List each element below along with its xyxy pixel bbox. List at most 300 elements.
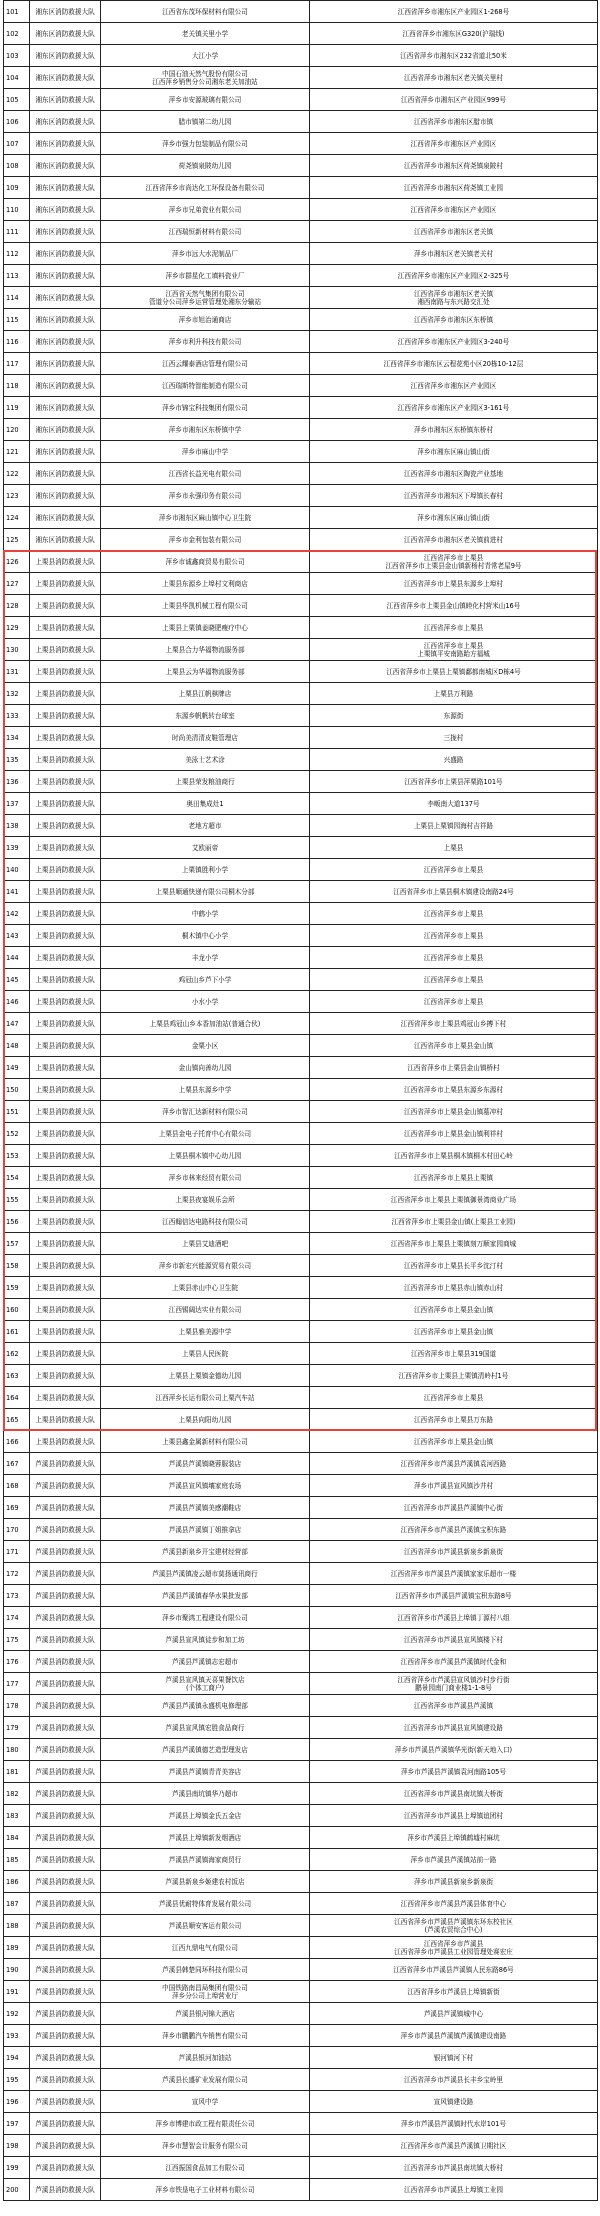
row-name: 上栗县江帆棋牌店	[101, 683, 310, 705]
row-unit: 上栗县消防救援大队	[30, 1101, 101, 1123]
row-unit: 芦溪县消防救援大队	[30, 1717, 101, 1739]
row-name: 芦溪县长盛矿业发展有限公司	[101, 2069, 310, 2091]
table-row	[4, 441, 598, 463]
table-row	[4, 617, 598, 639]
table-row	[4, 1101, 598, 1123]
row-name: 萍乡市博建市政工程有限责任公司	[101, 2113, 310, 2135]
row-unit: 上栗县消防救援大队	[30, 1277, 101, 1299]
table-row	[4, 155, 598, 177]
table-row	[4, 1519, 598, 1541]
row-name: 芦溪县芦溪镇美感潮鞋店	[101, 1497, 310, 1519]
row-name: 老地方超市	[101, 815, 310, 837]
table-row	[4, 1717, 598, 1739]
row-address: 东源街	[310, 705, 598, 727]
row-name: 腊市镇第二幼儿园	[101, 111, 310, 133]
row-address: 江西省萍乡市湘东区老关镇	[310, 221, 598, 243]
row-unit: 上栗县消防救援大队	[30, 1431, 101, 1453]
row-unit: 芦溪县消防救援大队	[30, 1541, 101, 1563]
row-unit: 芦溪县消防救援大队	[30, 2091, 101, 2113]
row-address: 江西省萍乡市芦溪县芦溪县体育中心	[310, 1893, 598, 1915]
table-row	[4, 2047, 598, 2069]
row-address: 江西省萍乡市湘东区荷尧镇泉陂村	[310, 155, 598, 177]
row-address: 江西省萍乡市芦溪县南坑镇大桥街	[310, 1783, 598, 1805]
row-unit: 上栗县消防救援大队	[30, 683, 101, 705]
row-unit: 上栗县消防救援大队	[30, 1123, 101, 1145]
table-row	[4, 1915, 598, 1937]
row-number: 143	[4, 925, 30, 947]
table-row	[4, 1013, 598, 1035]
row-unit: 芦溪县消防救援大队	[30, 2025, 101, 2047]
row-unit: 上栗县消防救援大队	[30, 573, 101, 595]
table-row	[4, 463, 598, 485]
row-address: 江西省萍乡市湘东区老关镇关里村	[310, 67, 598, 89]
row-name: 上栗县华凯机械工程有限公司	[101, 595, 310, 617]
row-unit: 湘东区消防救援大队	[30, 89, 101, 111]
table-row	[4, 1783, 598, 1805]
row-unit: 湘东区消防救援大队	[30, 507, 101, 529]
table-row	[4, 353, 598, 375]
row-name: 小水小学	[101, 991, 310, 1013]
row-name: 萍乡市远大水泥制品厂	[101, 243, 310, 265]
table-row	[4, 793, 598, 815]
row-name: 中国铁路南昌局集团有限公司 萍乡分公司上埠营业厅	[101, 1981, 310, 2003]
row-name: 萍乡市新宏兴能源贸易有限公司	[101, 1255, 310, 1277]
row-address: 江西省萍乡市芦溪县新泉乡新泉街	[310, 1541, 598, 1563]
row-number: 165	[4, 1409, 30, 1431]
row-address: 江西省萍乡市上栗县金山镇(上栗县工业园)	[310, 1211, 598, 1233]
row-address: 江西省萍乡市湘东区G320(沪瑞线)	[310, 23, 598, 45]
row-address: 江西省萍乡市芦溪县芦溪镇东环东校社区 (芦溪农贸综合中心)	[310, 1915, 598, 1937]
row-unit: 芦溪县消防救援大队	[30, 1893, 101, 1915]
row-number: 170	[4, 1519, 30, 1541]
table-row	[4, 1145, 598, 1167]
table-row	[4, 1, 598, 23]
table-row	[4, 1629, 598, 1651]
row-unit: 上栗县消防救援大队	[30, 1211, 101, 1233]
table-row	[4, 661, 598, 683]
row-number: 120	[4, 419, 30, 441]
row-unit: 湘东区消防救援大队	[30, 397, 101, 419]
row-name: 芦溪县南坑镇华乃超市	[101, 1783, 310, 1805]
row-unit: 上栗县消防救援大队	[30, 1057, 101, 1079]
row-unit: 上栗县消防救援大队	[30, 1299, 101, 1321]
table-row	[4, 947, 598, 969]
row-address: 兴盛路	[310, 749, 598, 771]
table-row	[4, 925, 598, 947]
row-address: 江西省萍乡市湘东区云程花苑小区20栋10-12层	[310, 353, 598, 375]
row-address: 江西省萍乡市上栗县 上栗镇平安南路跆方福城	[310, 639, 598, 661]
row-number: 166	[4, 1431, 30, 1453]
row-number: 193	[4, 2025, 30, 2047]
row-number: 146	[4, 991, 30, 1013]
table-row	[4, 111, 598, 133]
table-row	[4, 2003, 598, 2025]
row-unit: 上栗县消防救援大队	[30, 947, 101, 969]
fire-inspection-table	[3, 0, 598, 2201]
row-unit: 芦溪县消防救援大队	[30, 1959, 101, 1981]
row-unit: 湘东区消防救援大队	[30, 177, 101, 199]
row-address: 江西省萍乡市上栗县桐木镇桐木村田心岭	[310, 1145, 598, 1167]
table-row	[4, 507, 598, 529]
row-number: 130	[4, 639, 30, 661]
row-address: 江西省萍乡市芦溪县宣风镇建设路	[310, 1717, 598, 1739]
row-number: 179	[4, 1717, 30, 1739]
row-address: 江西省萍乡市芦溪县宣风镇沙村步行街 鹏景园南门商业楼1-1-8号	[310, 1673, 598, 1695]
table-row	[4, 859, 598, 881]
row-number: 105	[4, 89, 30, 111]
table-row	[4, 1123, 598, 1145]
row-address: 江西省萍乡市湘东区产业园区1-268号	[310, 1, 598, 23]
row-number: 132	[4, 683, 30, 705]
table-row	[4, 815, 598, 837]
row-address: 江西省萍乡市芦溪县芦溪镇卫期社区	[310, 2135, 598, 2157]
row-name: 奥田集成灶1	[101, 793, 310, 815]
row-unit: 上栗县消防救援大队	[30, 837, 101, 859]
row-unit: 上栗县消防救援大队	[30, 771, 101, 793]
row-address: 萍乡市芦溪县芦溪镇芦溪镇建设南路	[310, 2025, 598, 2047]
row-address: 江西省萍乡市湘东区陶瓷产业基地	[310, 463, 598, 485]
row-name: 芦溪县宣风镇天喜果餐饮店 (个体工商户)	[101, 1673, 310, 1695]
row-unit: 湘东区消防救援大队	[30, 111, 101, 133]
row-address: 江西省萍乡市上栗县	[310, 991, 598, 1013]
row-number: 161	[4, 1321, 30, 1343]
row-unit: 湘东区消防救援大队	[30, 309, 101, 331]
row-name: 宣风中学	[101, 2091, 310, 2113]
row-number: 110	[4, 199, 30, 221]
row-address: 萍乡市湘东区麻山镇山街	[310, 441, 598, 463]
row-name: 芦溪县银河加油站	[101, 2047, 310, 2069]
row-number: 180	[4, 1739, 30, 1761]
table-row	[4, 309, 598, 331]
table-row	[4, 2179, 598, 2201]
row-address: 江西省萍乡市湘东区老关镇前进村	[310, 529, 598, 551]
row-number: 196	[4, 2091, 30, 2113]
row-name: 中国石油天然气股份有限公司 江西萍乡销售分公司湘东老关加油站	[101, 67, 310, 89]
row-number: 151	[4, 1101, 30, 1123]
row-number: 164	[4, 1387, 30, 1409]
row-address: 江西省萍乡市上栗县鸡冠山乡搏下村	[310, 1013, 598, 1035]
row-address: 江西省萍乡市芦溪县上埠镇工业园	[310, 2179, 598, 2201]
row-name: 萍乡市湘东区东桥镇中学	[101, 419, 310, 441]
row-number: 177	[4, 1673, 30, 1695]
row-name: 萍乡市智汇达新材料有限公司	[101, 1101, 310, 1123]
table-row	[4, 551, 598, 573]
row-name: 鸡冠山乡芦下小学	[101, 969, 310, 991]
row-unit: 芦溪县消防救援大队	[30, 2157, 101, 2179]
row-unit: 上栗县消防救援大队	[30, 705, 101, 727]
row-number: 194	[4, 2047, 30, 2069]
row-name: 上栗县向阳幼儿园	[101, 1409, 310, 1431]
row-number: 173	[4, 1585, 30, 1607]
row-number: 192	[4, 2003, 30, 2025]
row-name: 芦溪县芦溪镇德艺造型理发店	[101, 1739, 310, 1761]
row-address: 江西省萍乡市上栗县	[310, 903, 598, 925]
row-number: 131	[4, 661, 30, 683]
row-name: 萍乡市永强印务有限公司	[101, 485, 310, 507]
table-row	[4, 1189, 598, 1211]
row-address: 江西省萍乡市芦溪县上埠镇谊团村	[310, 1805, 598, 1827]
row-address: 江西省萍乡市上栗县金山镇	[310, 1321, 598, 1343]
row-number: 123	[4, 485, 30, 507]
row-address: 江西省萍乡市上栗县	[310, 617, 598, 639]
row-unit: 上栗县消防救援大队	[30, 661, 101, 683]
row-number: 185	[4, 1849, 30, 1871]
row-name: 芦溪县芦溪镇丁姐推拿店	[101, 1519, 310, 1541]
row-name: 萍乡市铁垦电子工业材料有限公司	[101, 2179, 310, 2201]
row-number: 153	[4, 1145, 30, 1167]
row-name: 芦溪县芦溪镇青青美容店	[101, 1761, 310, 1783]
row-number: 134	[4, 727, 30, 749]
row-unit: 芦溪县消防救援大队	[30, 1453, 101, 1475]
row-name: 萍乡市麻山中学	[101, 441, 310, 463]
row-name: 芦溪县芦溪镇春华水果批发部	[101, 1585, 310, 1607]
row-address: 芦溪县芦溪镇城中心	[310, 2003, 598, 2025]
table-row	[4, 727, 598, 749]
row-number: 149	[4, 1057, 30, 1079]
row-name: 芦溪县优耐特体育发展有限公司	[101, 1893, 310, 1915]
row-name: 上栗县金电子托育中心有限公司	[101, 1123, 310, 1145]
row-unit: 上栗县消防救援大队	[30, 1013, 101, 1035]
row-address: 萍乡市芦溪县新泉乡新泉街	[310, 1871, 598, 1893]
table-row	[4, 1365, 598, 1387]
row-number: 126	[4, 551, 30, 573]
table-row	[4, 1409, 598, 1431]
table-row	[4, 199, 598, 221]
row-address: 萍乡市湘东区老关镇老关村	[310, 243, 598, 265]
row-name: 上栗县上栗镇姜晓肥瘦疗中心	[101, 617, 310, 639]
row-name: 江西瑞恒新材料有限公司	[101, 221, 310, 243]
row-number: 135	[4, 749, 30, 771]
table-row	[4, 1453, 598, 1475]
row-address: 江西省萍乡市上栗县	[310, 859, 598, 881]
table-row	[4, 23, 598, 45]
row-name: 萍乡市聚鸿工程建设有限公司	[101, 1607, 310, 1629]
table-row	[4, 969, 598, 991]
row-unit: 上栗县消防救援大队	[30, 1321, 101, 1343]
row-name: 中鹤小学	[101, 903, 310, 925]
table-row	[4, 1827, 598, 1849]
table-row	[4, 1387, 598, 1409]
table-row	[4, 1651, 598, 1673]
row-address: 江西省萍乡市芦溪县上埠镇丁源村八组	[310, 1607, 598, 1629]
row-name: 上栗县夜宴娱乐会所	[101, 1189, 310, 1211]
table-row	[4, 705, 598, 727]
row-address: 江西省萍乡市上栗县金山镇桥村	[310, 1057, 598, 1079]
table-row	[4, 67, 598, 89]
row-address: 江西省萍乡市上栗县金山镇睦化村营米山16号	[310, 595, 598, 617]
table-row	[4, 1871, 598, 1893]
table-row	[4, 1849, 598, 1871]
row-unit: 湘东区消防救援大队	[30, 441, 101, 463]
table-row	[4, 1299, 598, 1321]
row-name: 上栗镇胜利小学	[101, 859, 310, 881]
row-address: 萍乡市芦溪县芦溪镇站前一路	[310, 1849, 598, 1871]
row-address: 江西省萍乡市芦溪县芦溪镇时代金和	[310, 1651, 598, 1673]
row-number: 178	[4, 1695, 30, 1717]
table-row	[4, 1805, 598, 1827]
row-number: 136	[4, 771, 30, 793]
row-address: 江西省萍乡市上栗县金山镇利祥村	[310, 1123, 598, 1145]
row-number: 129	[4, 617, 30, 639]
row-name: 江西锡阔达实业有限公司	[101, 1299, 310, 1321]
row-address: 萍乡市湘东区麻山镇山街	[310, 507, 598, 529]
row-address: 江西省萍乡市上栗县桐木镇建设南路24号	[310, 881, 598, 903]
table-row	[4, 771, 598, 793]
row-address: 上栗县	[310, 837, 598, 859]
row-unit: 上栗县消防救援大队	[30, 925, 101, 947]
row-unit: 芦溪县消防救援大队	[30, 1827, 101, 1849]
row-name: 江西振国食品加工有限公司	[101, 2157, 310, 2179]
row-name: 上栗县雅美源中学	[101, 1321, 310, 1343]
row-unit: 芦溪县消防救援大队	[30, 1519, 101, 1541]
table-row	[4, 2025, 598, 2047]
row-number: 106	[4, 111, 30, 133]
row-name: 芦溪县宣风镇徒步和加工坊	[101, 1629, 310, 1651]
row-unit: 湘东区消防救援大队	[30, 199, 101, 221]
row-address: 江西省萍乡市湘东区产业园区3-240号	[310, 331, 598, 353]
row-address: 江西省萍乡市上栗县上栗镇刻万顺家园商城	[310, 1233, 598, 1255]
row-number: 109	[4, 177, 30, 199]
table-row	[4, 1981, 598, 2003]
table-row	[4, 485, 598, 507]
row-name: 上栗县合力华福物流服务部	[101, 639, 310, 661]
table-row	[4, 2091, 598, 2113]
row-address: 江西省萍乡市上栗县	[310, 947, 598, 969]
row-name: 上栗县艾迪酒吧	[101, 1233, 310, 1255]
table-row	[4, 1893, 598, 1915]
row-unit: 芦溪县消防救援大队	[30, 1981, 101, 2003]
row-number: 157	[4, 1233, 30, 1255]
row-address: 江西省萍乡市芦溪县长丰乡宝岭里	[310, 2069, 598, 2091]
row-name: 东源乡帆帆转台球室	[101, 705, 310, 727]
row-unit: 湘东区消防救援大队	[30, 221, 101, 243]
row-unit: 芦溪县消防救援大队	[30, 2003, 101, 2025]
table-row	[4, 639, 598, 661]
table-row	[4, 331, 598, 353]
table-row	[4, 1673, 598, 1695]
row-name: 上栗县赤山中心卫生院	[101, 1277, 310, 1299]
row-address: 江西省萍乡市上栗县上栗镇	[310, 1167, 598, 1189]
row-number: 188	[4, 1915, 30, 1937]
row-unit: 上栗县消防救援大队	[30, 1167, 101, 1189]
row-number: 124	[4, 507, 30, 529]
row-unit: 上栗县消防救援大队	[30, 1365, 101, 1387]
row-unit: 湘东区消防救援大队	[30, 529, 101, 551]
row-unit: 上栗县消防救援大队	[30, 991, 101, 1013]
table-row	[4, 1937, 598, 1959]
row-number: 137	[4, 793, 30, 815]
row-number: 152	[4, 1123, 30, 1145]
table-row	[4, 1167, 598, 1189]
row-unit: 芦溪县消防救援大队	[30, 1651, 101, 1673]
row-address: 江西省萍乡市湘东区产业园区	[310, 199, 598, 221]
row-unit: 上栗县消防救援大队	[30, 749, 101, 771]
table-row	[4, 595, 598, 617]
row-address: 江西省萍乡市上栗县万东路	[310, 1409, 598, 1431]
row-name: 萍乡市金利包装有限公司	[101, 529, 310, 551]
row-number: 117	[4, 353, 30, 375]
row-unit: 上栗县消防救援大队	[30, 1035, 101, 1057]
table-row	[4, 1343, 598, 1365]
row-name: 丰龙小学	[101, 947, 310, 969]
row-address: 江西省萍乡市上栗县	[310, 1387, 598, 1409]
row-address: 江西省萍乡市上栗县长平乡沈汀村	[310, 1255, 598, 1277]
row-name: 萍乡市诚鑫商贸易有限公司	[101, 551, 310, 573]
table-row	[4, 2157, 598, 2179]
row-number: 197	[4, 2113, 30, 2135]
table-row	[4, 573, 598, 595]
row-address: 萍乡市湘东区东桥镇东桥村	[310, 419, 598, 441]
row-name: 江西省东茂环保材料有限公司	[101, 1, 310, 23]
row-address: 萍乡市芦溪县上埠镇鹤墟村麻坑	[310, 1827, 598, 1849]
row-name: 上栗县桐木镇中心幼儿园	[101, 1145, 310, 1167]
table-row	[4, 1695, 598, 1717]
row-name: 芦溪县芦溪镇志宏超市	[101, 1651, 310, 1673]
row-number: 168	[4, 1475, 30, 1497]
row-number: 187	[4, 1893, 30, 1915]
row-name: 萍乡市慧智会计服务有限公司	[101, 2135, 310, 2157]
row-unit: 芦溪县消防救援大队	[30, 1695, 101, 1717]
row-name: 荷尧镇泉陂幼儿园	[101, 155, 310, 177]
row-name: 艾欧丽帝	[101, 837, 310, 859]
row-number: 160	[4, 1299, 30, 1321]
row-number: 148	[4, 1035, 30, 1057]
row-name: 江西九鼎电气有限公司	[101, 1937, 310, 1959]
row-number: 190	[4, 1959, 30, 1981]
row-address: 萍乡市芦溪县宣风镇沙井村	[310, 1475, 598, 1497]
table-row	[4, 529, 598, 551]
table-row	[4, 221, 598, 243]
row-unit: 湘东区消防救援大队	[30, 353, 101, 375]
row-name: 芦溪县宣风镇壤家庭农场	[101, 1475, 310, 1497]
row-address: 江西省萍乡市芦溪县芦溪镇袁河西路	[310, 1453, 598, 1475]
row-number: 133	[4, 705, 30, 727]
row-address: 江西省萍乡市湘东区产业园区	[310, 133, 598, 155]
row-number: 138	[4, 815, 30, 837]
row-unit: 芦溪县消防救援大队	[30, 1849, 101, 1871]
row-unit: 湘东区消防救援大队	[30, 265, 101, 287]
table-row	[4, 243, 598, 265]
row-unit: 上栗县消防救援大队	[30, 969, 101, 991]
row-address: 江西省萍乡市上栗县上栗镇御景湾商业广场	[310, 1189, 598, 1211]
row-number: 125	[4, 529, 30, 551]
row-number: 183	[4, 1805, 30, 1827]
row-name: 江西萍乡长运有限公司上栗汽车站	[101, 1387, 310, 1409]
row-address: 江西省萍乡市湘东区下埠镇长春村	[310, 485, 598, 507]
row-unit: 上栗县消防救援大队	[30, 1189, 101, 1211]
row-number: 154	[4, 1167, 30, 1189]
row-unit: 芦溪县消防救援大队	[30, 1761, 101, 1783]
row-unit: 湘东区消防救援大队	[30, 287, 101, 309]
row-name: 江西省长益光电有限公司	[101, 463, 310, 485]
row-address: 江西省萍乡市芦溪县上埠镇新街	[310, 1981, 598, 2003]
row-address: 萍乡市芦溪县芦溪镇华光街(新天地入口)	[310, 1739, 598, 1761]
table-row	[4, 683, 598, 705]
row-number: 174	[4, 1607, 30, 1629]
table-row	[4, 1541, 598, 1563]
table-row	[4, 265, 598, 287]
row-unit: 湘东区消防救援大队	[30, 133, 101, 155]
row-name: 上栗县鑫金属新材料有限公司	[101, 1431, 310, 1453]
row-number: 141	[4, 881, 30, 903]
row-number: 200	[4, 2179, 30, 2201]
table-row	[4, 177, 598, 199]
row-unit: 上栗县消防救援大队	[30, 551, 101, 573]
row-number: 176	[4, 1651, 30, 1673]
row-name: 芦溪县新泉乡开宝建材经营部	[101, 1541, 310, 1563]
row-unit: 上栗县消防救援大队	[30, 881, 101, 903]
row-address: 江西省萍乡市芦溪县宣风镇楼下村	[310, 1629, 598, 1651]
